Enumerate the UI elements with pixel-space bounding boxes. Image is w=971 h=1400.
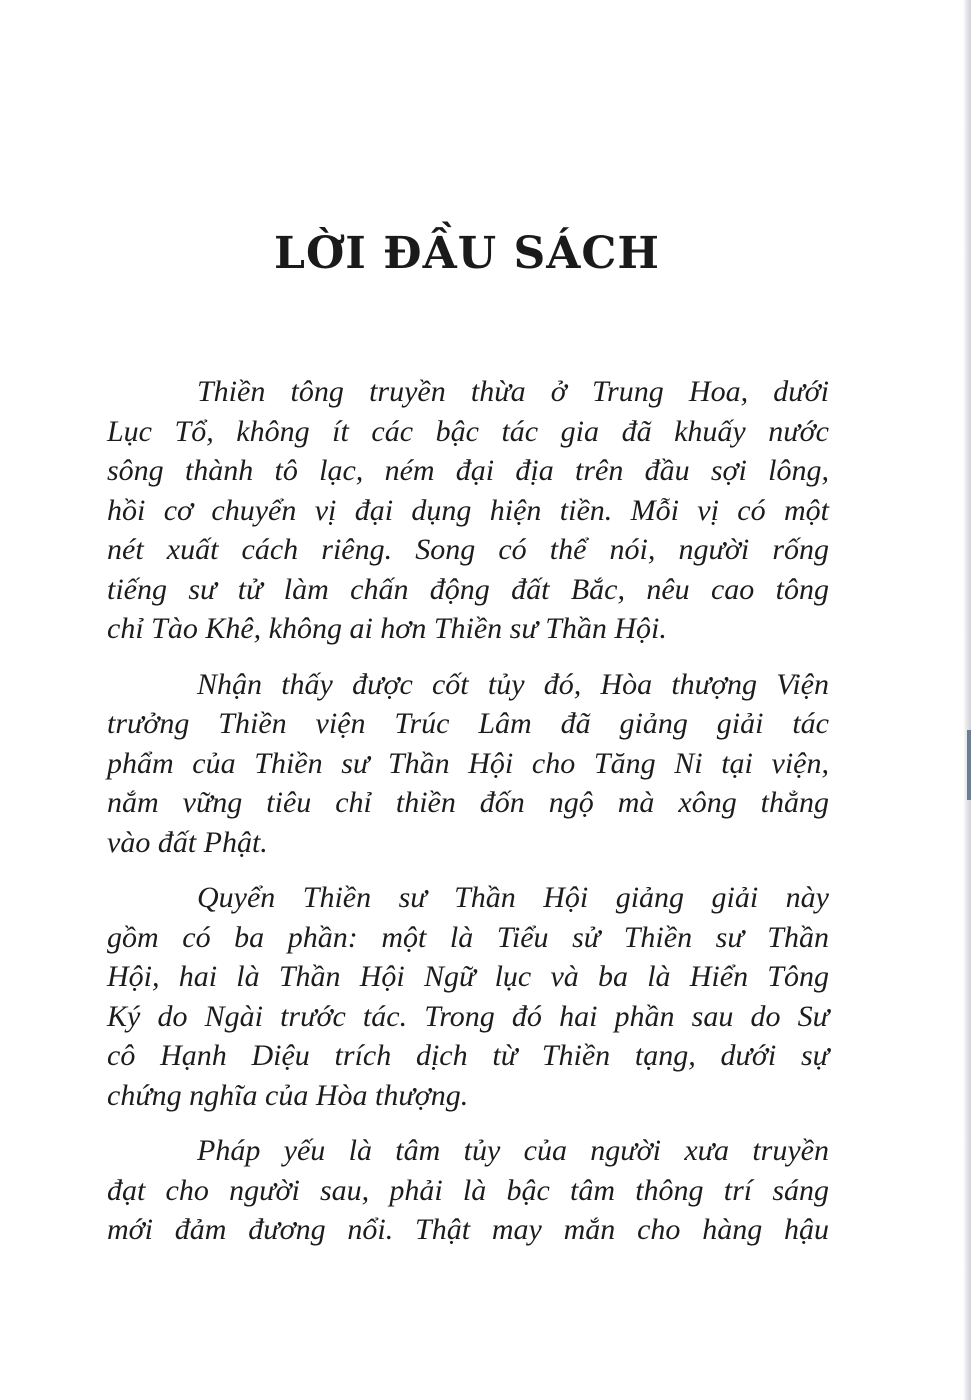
text-line: Ký do Ngài trước tác. Trong đó hai phần sau do Sư: [107, 999, 829, 1033]
text-line: hồi cơ chuyển vị đại dụng hiện tiền. Mỗi vị có một: [107, 493, 829, 527]
paragraph-3: [107, 878, 829, 1115]
text-line: Hội, hai là Thần Hội Ngữ lục và ba là Hiển Tông: [107, 960, 829, 993]
text-line: chỉ Tào Khê, không ai hơn Thiền sư Thần Hội.: [107, 612, 667, 645]
text-line: mới đảm đương nổi. Thật may mắn cho hàng hậu: [107, 1213, 829, 1246]
page-title: LỜI ĐẦU SÁCH: [274, 228, 660, 279]
paragraph-4: [107, 1131, 829, 1250]
text-line: cô Hạnh Diệu trích dịch từ Thiền tạng, dưới sự: [107, 1039, 829, 1072]
text-line: chứng nghĩa của Hòa thượng.: [107, 1078, 469, 1112]
paragraph-2: [107, 665, 829, 863]
text-line: đạt cho người sau, phải là bậc tâm thông trí sáng: [107, 1173, 829, 1207]
page-edge-shadow: [963, 0, 971, 1400]
paragraph-1: [107, 372, 829, 649]
text-line: gồm có ba phần: một là Tiểu sử Thiền sư Thần: [107, 920, 829, 954]
text-line: Pháp yếu là tâm tủy của người xưa truyền: [197, 1134, 829, 1167]
text-line: nét xuất cách riêng. Song có thể nói, người rống: [107, 533, 829, 566]
text-line: Quyển Thiền sư Thần Hội giảng giải này: [197, 881, 829, 914]
page-edge-mark: [967, 730, 971, 800]
text-line: phẩm của Thiền sư Thần Hội cho Tăng Ni tại viện,: [107, 746, 829, 780]
text-line: tiếng sư tử làm chấn động đất Bắc, nêu cao tông: [107, 572, 829, 606]
body-text: [107, 372, 829, 1266]
text-line: trưởng Thiền viện Trúc Lâm đã giảng giải tác: [107, 707, 829, 740]
text-line: nắm vững tiêu chỉ thiền đốn ngộ mà xông thẳng: [107, 786, 829, 819]
text-line: sông thành tô lạc, ném đại địa trên đầu sợi lông,: [107, 454, 829, 487]
text-line: Nhận thấy được cốt tủy đó, Hòa thượng Viện: [197, 667, 829, 701]
text-line: Lục Tổ, không ít các bậc tác gia đã khuấy nước: [107, 414, 829, 448]
text-line: vào đất Phật.: [107, 825, 268, 859]
text-line: Thiền tông truyền thừa ở Trung Hoa, dưới: [197, 375, 829, 408]
